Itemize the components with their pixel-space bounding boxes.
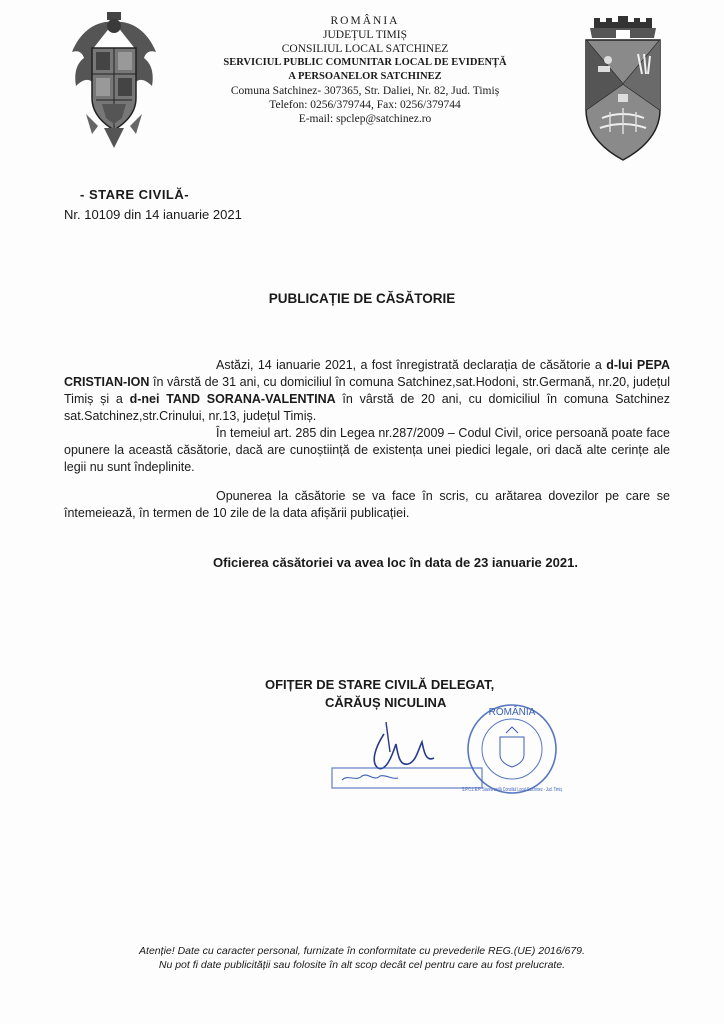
document-number: Nr. 10109 din 14 ianuarie 2021	[64, 207, 242, 222]
groom-name: d-lui PEPA CRISTIAN-ION	[64, 358, 671, 389]
stamp-bottom-text: S.P.C.L.E.P. Starea civilă Consiliul Local Satchinez - Jud. Timiș	[462, 787, 563, 793]
satchinez-coat-of-arms-icon	[580, 14, 666, 164]
stamp-top-text: ROMÂNIA	[488, 707, 536, 718]
paragraph-opposition: Opunerea la căsătorie se va face în scris, cu arătarea dovezilor pe care se întemeiează, în termen de 10 zile de la data afișării publicației.	[64, 489, 670, 520]
document-body	[64, 357, 670, 522]
ceremony-date: Oficierea căsătoriei va avea loc în data de 23 ianuarie 2021.	[213, 555, 578, 570]
paragraph-legal-basis: În temeiul art. 285 din Legea nr.287/2009 – Codul Civil, orice persoană poate face opunere la această căsătorie, dacă are cunoștiință de existența unei piedici legale, ori dacă alte cerințe ale legii nu sunt îndeplinite.	[64, 426, 670, 474]
gdpr-line-1: Atenție! Date cu caracter personal, furnizate în conformitate cu prevederile REG.(UE) 2016/679.	[139, 945, 585, 957]
gdpr-line-2: Nu pot fi date publicității sau folosite în alt scop decât cel pentru care au fost prelucrate.	[158, 959, 566, 971]
document-title: PUBLICAȚIE DE CĂSĂTORIE	[268, 291, 456, 306]
paragraph-declaration	[64, 357, 670, 425]
header-email: E-mail: spclep@satchinez.ro	[298, 113, 432, 125]
official-stamp	[456, 697, 568, 797]
header-address: Comuna Satchinez- 307365, Str. Daliei, Nr. 82, Jud. Timiș	[230, 85, 500, 97]
bride-name: d-nei TAND SORANA-VALENTINA	[129, 392, 336, 406]
declaration-text-3: în vârstă de 20 ani, cu domiciliul în comuna Satchinez sat.Satchinez,str.Crinului, nr.13, județul Timiș.	[64, 392, 670, 423]
header-county: JUDEȚUL TIMIȘ	[322, 29, 407, 41]
header-phone: Telefon: 0256/379744, Fax: 0256/379744	[269, 99, 461, 111]
header-country: ROMÂNIA	[330, 15, 400, 27]
gdpr-notice	[0, 944, 724, 972]
header-service-cont: A PERSOANELOR SATCHINEZ	[288, 71, 442, 82]
header-service: SERVICIUL PUBLIC COMUNITAR LOCAL DE EVIDENȚĂ	[223, 57, 507, 68]
institution-header	[215, 14, 515, 126]
officer-title: OFIȚER DE STARE CIVILĂ DELEGAT,	[265, 677, 495, 692]
department-label: - STARE CIVILĂ-	[80, 187, 190, 202]
romania-coat-of-arms-icon	[66, 10, 162, 150]
officer-name: CĂRĂUȘ NICULINA	[325, 695, 447, 710]
declaration-text-2: în vârstă de 31 ani, cu domiciliul în comuna Satchinez,sat.Hodoni, str.Germană, nr.20, județul Timiș și a	[64, 375, 670, 406]
header-council: CONSILIUL LOCAL SATCHINEZ	[281, 43, 449, 55]
declaration-text-1: Astăzi, 14 ianuarie 2021, a fost înregistrată declarația de căsătorie a	[216, 358, 607, 372]
